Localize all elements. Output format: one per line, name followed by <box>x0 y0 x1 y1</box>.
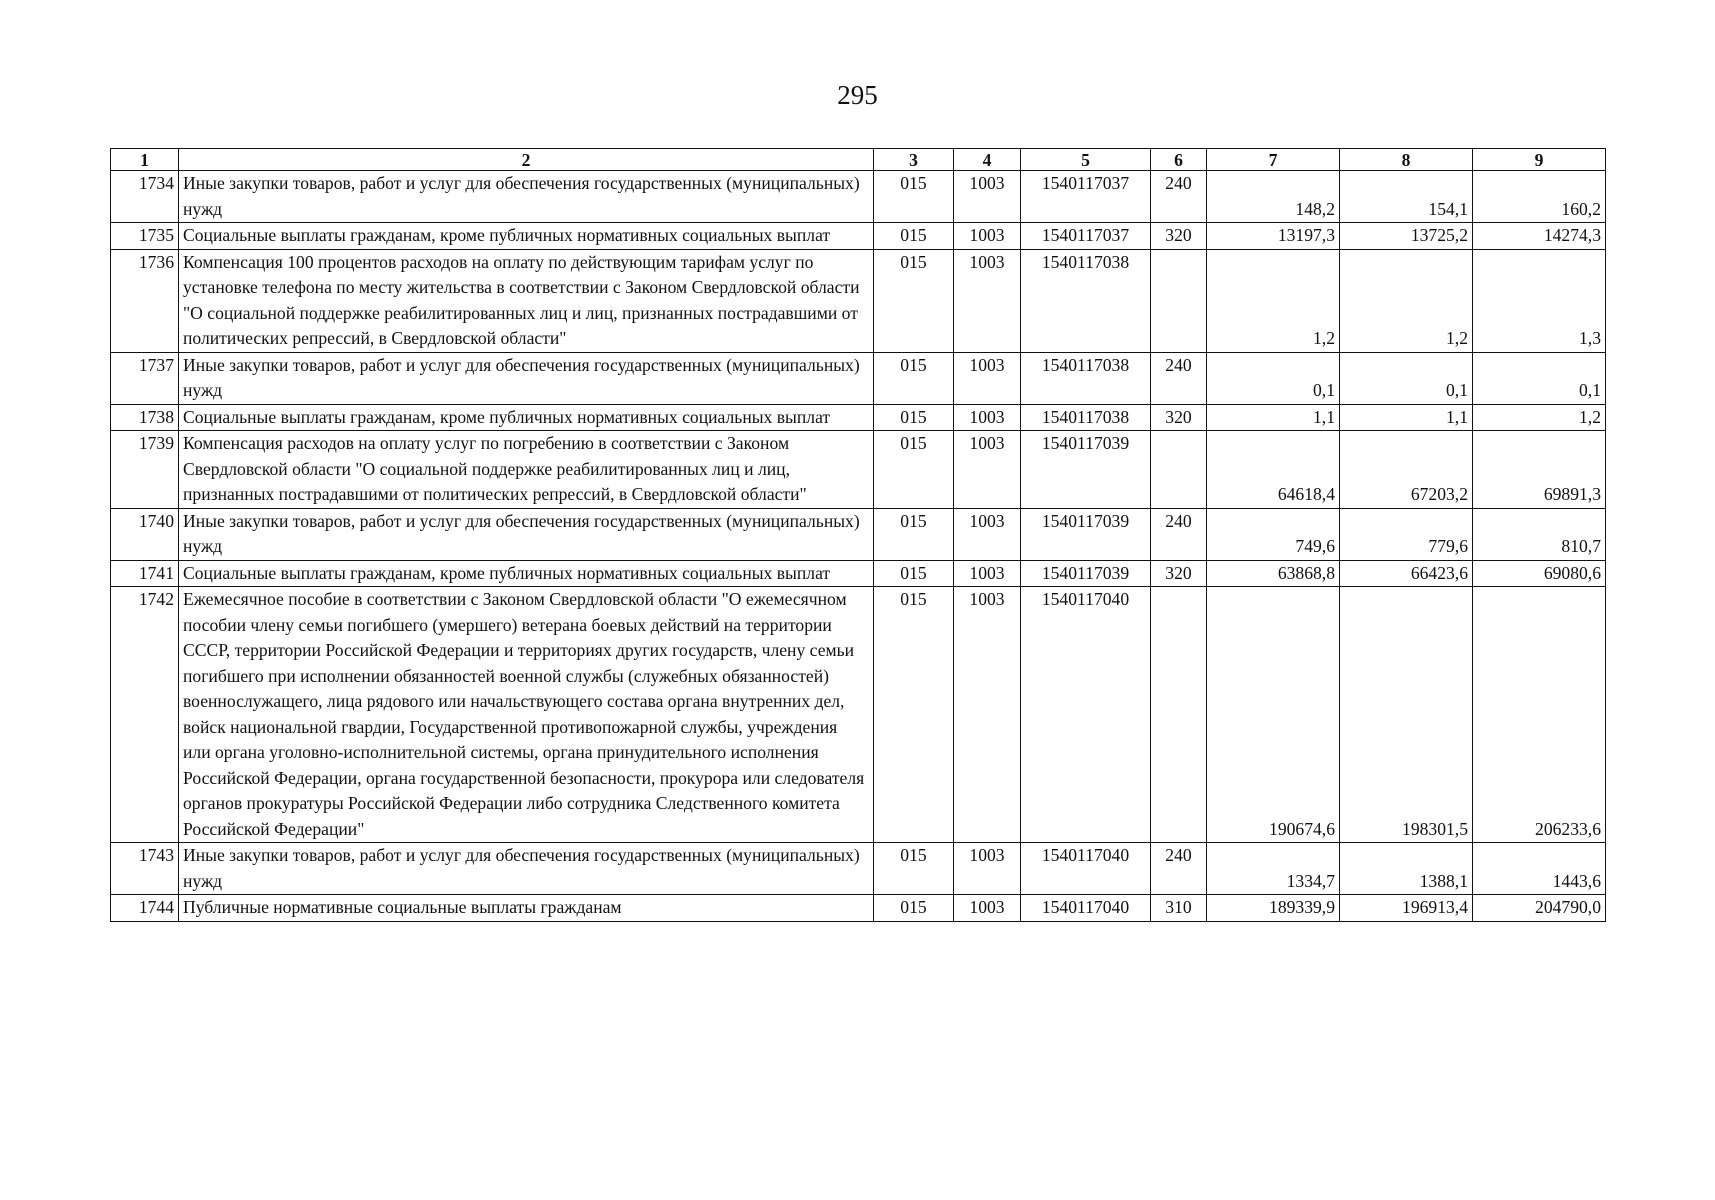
column-header: 7 <box>1207 149 1340 171</box>
amount-col-7: 63868,8 <box>1207 560 1340 587</box>
expense-type-code: 320 <box>1151 404 1207 431</box>
amount-col-8: 0,1 <box>1340 352 1473 404</box>
expense-type-code: 240 <box>1151 843 1207 895</box>
amount-col-9: 204790,0 <box>1473 895 1606 922</box>
table-row <box>111 560 1606 587</box>
table-row <box>111 843 1606 895</box>
section-code: 1003 <box>954 843 1021 895</box>
amount-col-9: 1,3 <box>1473 249 1606 352</box>
amount-col-8: 67203,2 <box>1340 431 1473 509</box>
table-row <box>111 587 1606 843</box>
section-code: 1003 <box>954 171 1021 223</box>
amount-col-7: 13197,3 <box>1207 223 1340 250</box>
column-header: 4 <box>954 149 1021 171</box>
amount-col-8: 1,2 <box>1340 249 1473 352</box>
amount-col-9: 69891,3 <box>1473 431 1606 509</box>
amount-col-8: 198301,5 <box>1340 587 1473 843</box>
table-row <box>111 223 1606 250</box>
ministry-code: 015 <box>874 895 954 922</box>
target-article-code: 1540117037 <box>1021 171 1151 223</box>
row-description: Иные закупки товаров, работ и услуг для обеспечения государственных (муниципальных) нужд <box>179 843 874 895</box>
expense-type-code: 320 <box>1151 560 1207 587</box>
ministry-code: 015 <box>874 171 954 223</box>
table-row <box>111 352 1606 404</box>
header-row <box>111 149 1606 171</box>
amount-col-8: 779,6 <box>1340 508 1473 560</box>
amount-col-7: 189339,9 <box>1207 895 1340 922</box>
amount-col-9: 160,2 <box>1473 171 1606 223</box>
target-article-code: 1540117038 <box>1021 404 1151 431</box>
amount-col-8: 196913,4 <box>1340 895 1473 922</box>
row-description: Социальные выплаты гражданам, кроме публичных нормативных социальных выплат <box>179 223 874 250</box>
row-description: Компенсация 100 процентов расходов на оплату по действующим тарифам услуг по установке телефона по месту жительства в соответствии с Законом Свердловской области "О социальной поддержке реабилитированных лиц и лиц, признанных пострадавшими от политических репрессий, в Свердловской области" <box>179 249 874 352</box>
row-number: 1736 <box>111 249 179 352</box>
budget-table <box>110 148 1606 922</box>
ministry-code: 015 <box>874 843 954 895</box>
column-header: 6 <box>1151 149 1207 171</box>
table-row <box>111 431 1606 509</box>
amount-col-8: 1,1 <box>1340 404 1473 431</box>
amount-col-7: 1,1 <box>1207 404 1340 431</box>
amount-col-9: 0,1 <box>1473 352 1606 404</box>
column-header: 8 <box>1340 149 1473 171</box>
section-code: 1003 <box>954 560 1021 587</box>
amount-col-7: 148,2 <box>1207 171 1340 223</box>
section-code: 1003 <box>954 587 1021 843</box>
amount-col-9: 69080,6 <box>1473 560 1606 587</box>
column-header: 9 <box>1473 149 1606 171</box>
target-article-code: 1540117037 <box>1021 223 1151 250</box>
table-row <box>111 404 1606 431</box>
ministry-code: 015 <box>874 223 954 250</box>
amount-col-8: 66423,6 <box>1340 560 1473 587</box>
target-article-code: 1540117038 <box>1021 352 1151 404</box>
section-code: 1003 <box>954 249 1021 352</box>
page-number: 295 <box>837 80 878 110</box>
expense-type-code: 240 <box>1151 508 1207 560</box>
ministry-code: 015 <box>874 587 954 843</box>
row-number: 1737 <box>111 352 179 404</box>
expense-type-code: 240 <box>1151 352 1207 404</box>
target-article-code: 1540117039 <box>1021 560 1151 587</box>
row-number: 1734 <box>111 171 179 223</box>
amount-col-9: 14274,3 <box>1473 223 1606 250</box>
row-description: Иные закупки товаров, работ и услуг для обеспечения государственных (муниципальных) нужд <box>179 508 874 560</box>
row-number: 1735 <box>111 223 179 250</box>
amount-col-7: 749,6 <box>1207 508 1340 560</box>
table-row <box>111 249 1606 352</box>
section-code: 1003 <box>954 352 1021 404</box>
column-header: 2 <box>179 149 874 171</box>
ministry-code: 015 <box>874 249 954 352</box>
amount-col-9: 206233,6 <box>1473 587 1606 843</box>
expense-type-code <box>1151 249 1207 352</box>
table-row <box>111 171 1606 223</box>
row-description: Иные закупки товаров, работ и услуг для обеспечения государственных (муниципальных) нужд <box>179 352 874 404</box>
row-number: 1739 <box>111 431 179 509</box>
amount-col-9: 810,7 <box>1473 508 1606 560</box>
row-number: 1744 <box>111 895 179 922</box>
row-number: 1742 <box>111 587 179 843</box>
amount-col-7: 0,1 <box>1207 352 1340 404</box>
row-description: Ежемесячное пособие в соответствии с Законом Свердловской области "О ежемесячном пособии члену семьи погибшего (умершего) ветерана боевых действий на территории СССР, территории Российской Федерации и территориях других государств, члену семьи погибшего при исполнении обязанностей военной службы (служебных обязанностей) военнослужащего, лица рядового или начальствующего состава органа внутренних дел, войск национальной гвардии, Государственной противопожарной службы, учреждения или органа уголовно-исполнительной системы, органа принудительного исполнения Российской Федерации, органа государственной безопасности, прокурора или следователя органов прокуратуры Российской Федерации либо сотрудника Следственного комитета Российской Федерации" <box>179 587 874 843</box>
table-row <box>111 895 1606 922</box>
row-description: Публичные нормативные социальные выплаты гражданам <box>179 895 874 922</box>
amount-col-7: 190674,6 <box>1207 587 1340 843</box>
expense-type-code: 310 <box>1151 895 1207 922</box>
row-number: 1741 <box>111 560 179 587</box>
target-article-code: 1540117040 <box>1021 587 1151 843</box>
section-code: 1003 <box>954 508 1021 560</box>
section-code: 1003 <box>954 223 1021 250</box>
amount-col-7: 64618,4 <box>1207 431 1340 509</box>
ministry-code: 015 <box>874 508 954 560</box>
section-code: 1003 <box>954 895 1021 922</box>
ministry-code: 015 <box>874 431 954 509</box>
row-description: Социальные выплаты гражданам, кроме публичных нормативных социальных выплат <box>179 404 874 431</box>
target-article-code: 1540117040 <box>1021 895 1151 922</box>
ministry-code: 015 <box>874 560 954 587</box>
ministry-code: 015 <box>874 352 954 404</box>
column-header: 1 <box>111 149 179 171</box>
column-header: 3 <box>874 149 954 171</box>
row-description: Социальные выплаты гражданам, кроме публичных нормативных социальных выплат <box>179 560 874 587</box>
section-code: 1003 <box>954 431 1021 509</box>
expense-type-code <box>1151 587 1207 843</box>
section-code: 1003 <box>954 404 1021 431</box>
row-description: Иные закупки товаров, работ и услуг для обеспечения государственных (муниципальных) нужд <box>179 171 874 223</box>
target-article-code: 1540117039 <box>1021 431 1151 509</box>
ministry-code: 015 <box>874 404 954 431</box>
table-row <box>111 508 1606 560</box>
target-article-code: 1540117038 <box>1021 249 1151 352</box>
expense-type-code <box>1151 431 1207 509</box>
target-article-code: 1540117039 <box>1021 508 1151 560</box>
amount-col-7: 1,2 <box>1207 249 1340 352</box>
target-article-code: 1540117040 <box>1021 843 1151 895</box>
expense-type-code: 240 <box>1151 171 1207 223</box>
amount-col-9: 1443,6 <box>1473 843 1606 895</box>
amount-col-7: 1334,7 <box>1207 843 1340 895</box>
row-number: 1738 <box>111 404 179 431</box>
row-description: Компенсация расходов на оплату услуг по погребению в соответствии с Законом Свердловской области "О социальной поддержке реабилитированных лиц и лиц, признанных пострадавшими от политических репрессий, в Свердловской области" <box>179 431 874 509</box>
amount-col-8: 13725,2 <box>1340 223 1473 250</box>
amount-col-9: 1,2 <box>1473 404 1606 431</box>
amount-col-8: 1388,1 <box>1340 843 1473 895</box>
row-number: 1743 <box>111 843 179 895</box>
amount-col-8: 154,1 <box>1340 171 1473 223</box>
expense-type-code: 320 <box>1151 223 1207 250</box>
row-number: 1740 <box>111 508 179 560</box>
column-header: 5 <box>1021 149 1151 171</box>
